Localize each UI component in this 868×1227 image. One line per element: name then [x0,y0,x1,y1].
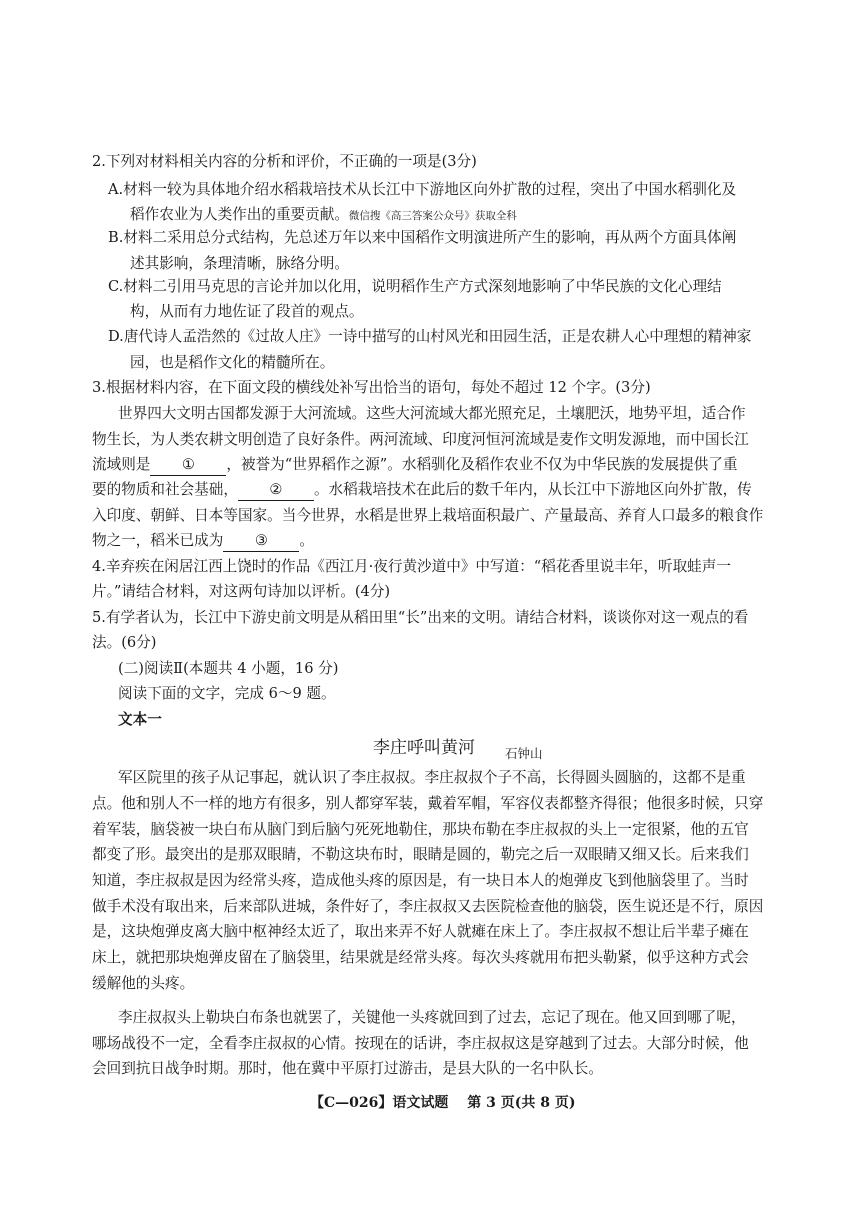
q2-option-b-line2: 述其影响，条理清晰，脉络分明。 [130,255,349,272]
q3-passage-line4: 要的物质和社会基础， ② 。水稻栽培技术在此后的数千年内，从长江中下游地区向外扩散，传 [92,480,752,501]
q2-option-d-line1: D.唐代诗人孟浩然的《过故人庄》一诗中描写的山村风光和田园生活，正是农耕人心中理想的精神家 [108,328,752,345]
q2-option-a-line1: A.材料一较为具体地介绍水稻栽培技术从长江中下游地区向外扩散的过程，突出了中国水稻驯化及 [108,181,737,198]
article-line: 知道，李庄叔叔是因为经常头疼，造成他头疼的原因是，有一块日本人的炮弹皮飞到他脑袋里了。当时 [92,872,749,889]
q2-option-a-line2: 稻作农业为人类作出的重要贡献。微信搜《高三答案公众号》获取全科 [130,206,517,223]
q5-line2: 法。(6分) [92,634,157,651]
watermark-note: 微信搜《高三答案公众号》获取全科 [348,210,517,222]
q2-option-d-line2: 园，也是稻作文化的精髓所在。 [130,354,335,371]
q3-stem: 3.根据材料内容，在下面文段的横线处补写出恰当的语句，每处不超过 12 个字。(3分) [92,379,651,396]
article-line: 李庄叔叔头上勒块白布条也就罢了，关键他一头疼就回到了过去，忘记了现在。他又回到哪了呢， [118,1009,746,1026]
q3-passage-line2: 物生长，为人类农耕文明创造了良好条件。两河流域、印度河恒河流域是麦作文明发源地，而中国长江 [92,431,749,448]
article-line: 是，这块炮弹皮离大脑中枢神经太近了，取出来弄不好人就瘫在床上了。李庄叔叔不想让后半辈子瘫在 [92,923,749,940]
article-title: 李庄呼叫黄河 [373,738,475,758]
q2-option-b-line1: B.材料二采用总分式结构，先总述万年以来中国稻作文明演进所产生的影响，再从两个方面具体阐 [108,229,737,246]
section-header: (二)阅读Ⅱ(本题共 4 小题，16 分) [118,660,339,677]
article-line: 着军装，脑袋被一块白布从脑门到后脑勺死死地勒住，那块布勒在李庄叔叔的头上一定很紧，他的五官 [92,821,749,838]
blank-1[interactable]: ① [150,455,226,476]
q2-option-c-line1: C.材料二引用马克思的言论并加以化用，说明稻作生产方式深刻地影响了中华民族的文化心理结 [108,278,722,295]
q3-passage-line1: 世界四大文明古国都发源于大河流域。这些大河流域大都光照充足，土壤肥沃，地势平坦，适合作 [118,405,746,422]
q4-line2: 片。”请结合材料，对这两句诗加以评析。(4分) [92,583,391,600]
article-line: 做手术没有取出来，后来部队进城，条件好了，李庄叔叔又去医院检查他的脑袋，医生说还是不行，原因 [92,898,764,915]
q2-option-c-line2: 构，从而有力地佐证了段首的观点。 [130,303,364,320]
article-line: 床上，就把那块炮弹皮留在了脑袋里，结果就是经常头疼。每次头疼就用布把头勒紧，似乎这种方式会 [92,949,749,966]
page-footer: 【C—026】语文试题 第 3 页(共 8 页) [310,1095,576,1111]
q5-line1: 5.有学者认为，长江中下游史前文明是从稻田里“长”出来的文明。请结合材料，谈谈你对这一观点的看 [92,609,749,626]
blank-3[interactable]: ③ [223,531,299,552]
q3-passage-line5: 入印度、朝鲜、日本等国家。当今世界，水稻是世界上栽培面积最广、产量最高、养育人口最多的粮食作 [92,507,764,524]
q3-passage-line6: 物之一，稻米已成为 ③ 。 [92,531,314,552]
section-instruction: 阅读下面的文字，完成 6～9 题。 [118,685,336,702]
article-line: 军区院里的孩子从记事起，就认识了李庄叔叔。李庄叔叔个子不高，长得圆头圆脑的，这都不是重 [118,769,746,786]
q3-passage-line3: 流域则是 ① ，被誉为“世界稻作之源”。水稻驯化及稻作农业不仅为中华民族的发展提供了重 [92,455,738,476]
article-author: 石钟山 [505,746,543,761]
article-line: 缓解他的头疼。 [92,975,195,992]
text-one-label: 文本一 [118,711,162,728]
article-line: 都变了形。最突出的是那双眼睛，不勒这块布时，眼睛是圆的，勒完之后一双眼睛又细又长。后来我们 [92,846,749,863]
article-line: 哪场战役不一定，全看李庄叔叔的心情。按现在的话讲，李庄叔叔这是穿越到了过去。大部分时候，他 [92,1035,749,1052]
article-line: 会回到抗日战争时期。那时，他在冀中平原打过游击，是县大队的一名中队长。 [92,1060,603,1077]
q4-line1: 4.辛弃疾在闲居江西上饶时的作品《西江月·夜行黄沙道中》中写道：“稻花香里说丰年，听取蛙声一 [92,558,731,575]
q2-stem: 2.下列对材料相关内容的分析和评价，不正确的一项是(3分) [92,153,477,170]
blank-2[interactable]: ② [238,480,314,501]
article-line: 点。他和别人不一样的地方有很多，别人都穿军装，戴着军帽，军容仪表都整齐得很；他很多时候，只穿 [92,795,764,812]
